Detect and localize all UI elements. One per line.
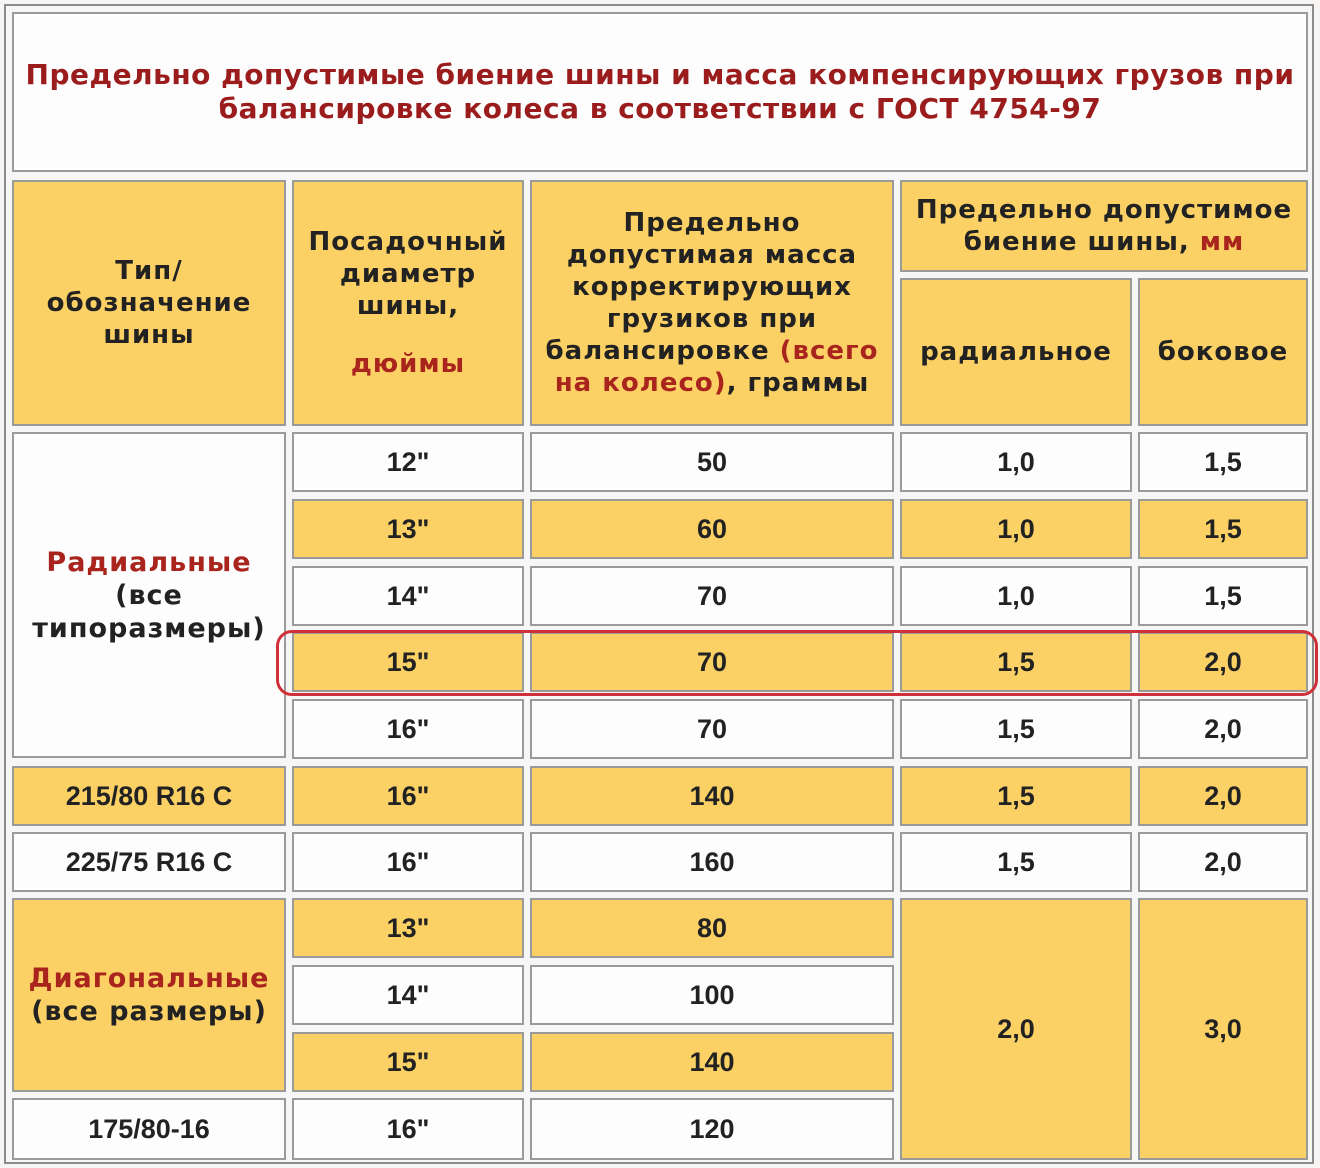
diameter-cell: 14" — [292, 566, 524, 626]
radial-runout-cell: 1,0 — [900, 566, 1132, 626]
mass-cell: 140 — [530, 1032, 894, 1092]
header-runout-l2 — [964, 226, 1245, 258]
header-mass-l3: корректирующих — [572, 272, 852, 302]
mass-cell: 50 — [530, 432, 894, 492]
header-type-l3: шины — [103, 320, 195, 350]
header-runout-l1: Предельно допустимое — [915, 195, 1293, 225]
header-diameter-l3: шины, — [356, 291, 460, 321]
lateral-runout-cell: 1,5 — [1138, 432, 1308, 492]
diag-lateral-runout: 3,0 — [1138, 898, 1308, 1160]
title-line-1: Предельно допустимые биение шины и масса компенсирующих грузов при — [25, 58, 1295, 91]
header-type-l1: Тип/ — [115, 256, 183, 286]
header-mass-l6a: на колесо) — [554, 368, 727, 398]
header-runout-unit: мм — [1199, 227, 1245, 257]
mass-cell: 70 — [530, 699, 894, 759]
diameter-cell: 15" — [292, 632, 524, 692]
radial-runout-cell: 1,0 — [900, 499, 1132, 559]
header-mass-l5 — [546, 335, 879, 367]
lateral-runout-cell: 2,0 — [1138, 766, 1308, 826]
diameter-cell: 16" — [292, 1098, 524, 1160]
header-mass-l2: допустимая масса — [566, 240, 858, 270]
header-mass-l5a: балансировке — [545, 336, 780, 366]
diameter-cell: 15" — [292, 1032, 524, 1092]
group-diagonal — [12, 898, 286, 1092]
radial-runout-cell: 1,5 — [900, 832, 1132, 892]
radial-runout-cell: 1,5 — [900, 632, 1132, 692]
mass-cell: 140 — [530, 766, 894, 826]
diag-radial-runout: 2,0 — [900, 898, 1132, 1160]
header-mass-l1: Предельно — [623, 208, 801, 238]
radial-runout-cell: 1,5 — [900, 699, 1132, 759]
group-radial-l1: Радиальные — [46, 546, 252, 578]
lateral-runout-cell: 1,5 — [1138, 566, 1308, 626]
diameter-cell: 16" — [292, 832, 524, 892]
diameter-cell: 13" — [292, 898, 524, 958]
mass-cell: 70 — [530, 632, 894, 692]
header-type-l2: обозначение — [46, 288, 252, 318]
header-mass-l6b: , граммы — [726, 368, 870, 398]
mass-cell: 160 — [530, 832, 894, 892]
header-diameter — [292, 180, 524, 426]
mass-cell: 120 — [530, 1098, 894, 1160]
header-mass-l5b: (всего — [779, 336, 879, 366]
lateral-runout-cell: 2,0 — [1138, 832, 1308, 892]
header-lateral: боковое — [1138, 278, 1308, 426]
group-175-80: 175/80-16 — [12, 1098, 286, 1160]
header-runout — [900, 180, 1308, 272]
group-215-80: 215/80 R16 C — [12, 766, 286, 826]
mass-cell: 70 — [530, 566, 894, 626]
diameter-cell: 13" — [292, 499, 524, 559]
table-title — [12, 12, 1308, 172]
radial-runout-cell: 1,5 — [900, 766, 1132, 826]
header-radial: радиальное — [900, 278, 1132, 426]
group-radial — [12, 432, 286, 758]
diameter-cell: 16" — [292, 766, 524, 826]
mass-cell: 60 — [530, 499, 894, 559]
header-type — [12, 180, 286, 426]
title-line-2: балансировке колеса в соответствии с ГОСТ 4754-97 — [218, 92, 1102, 125]
diameter-cell: 16" — [292, 699, 524, 759]
group-radial-l3: типоразмеры) — [32, 612, 266, 644]
header-mass-l6 — [555, 367, 870, 399]
mass-cell: 80 — [530, 898, 894, 958]
header-diameter-l1: Посадочный — [308, 227, 508, 257]
header-mass — [530, 180, 894, 426]
header-mass-l4: грузиков при — [606, 304, 818, 334]
group-diagonal-l1: Диагональные — [28, 963, 270, 994]
header-runout-l2a: биение шины, — [963, 227, 1200, 257]
lateral-runout-cell: 2,0 — [1138, 699, 1308, 759]
group-diagonal-l2: (все размеры) — [31, 996, 267, 1027]
mass-cell: 100 — [530, 965, 894, 1025]
radial-runout-cell: 1,0 — [900, 432, 1132, 492]
diameter-cell: 12" — [292, 432, 524, 492]
group-radial-l2: (все — [115, 579, 183, 611]
header-diameter-l2: диаметр — [339, 259, 477, 289]
lateral-runout-cell: 1,5 — [1138, 499, 1308, 559]
diameter-cell: 14" — [292, 965, 524, 1025]
group-225-75: 225/75 R16 C — [12, 832, 286, 892]
header-diameter-unit: дюймы — [350, 349, 466, 379]
lateral-runout-cell: 2,0 — [1138, 632, 1308, 692]
